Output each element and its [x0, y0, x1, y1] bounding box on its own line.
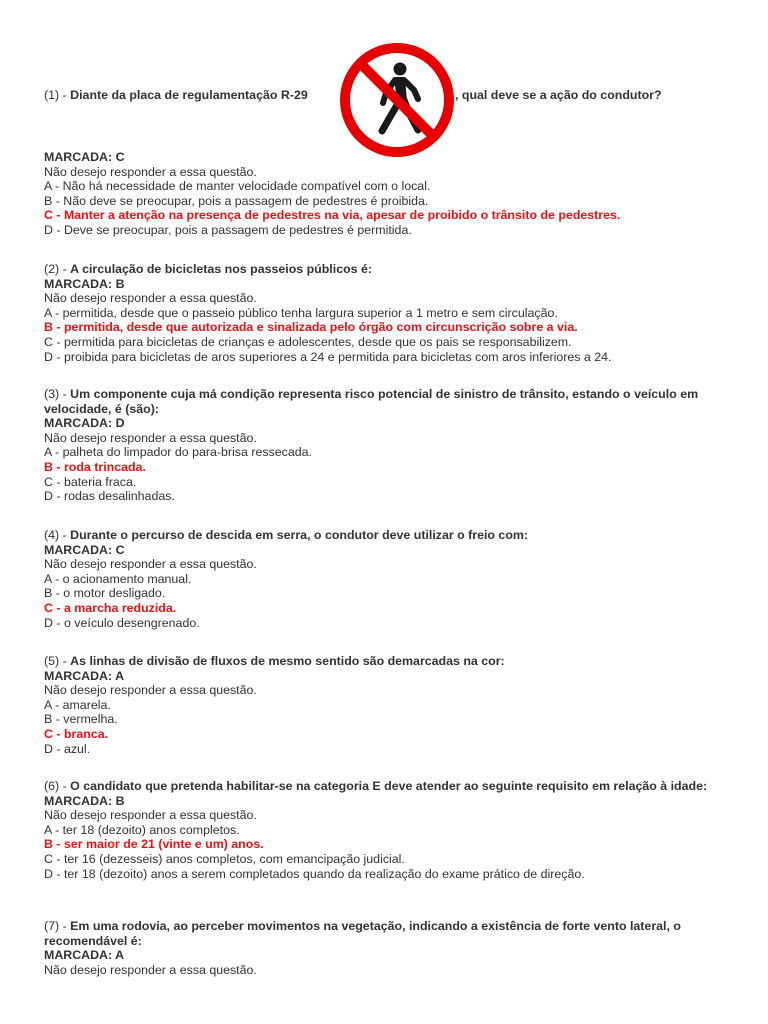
question-3 — [44, 387, 734, 504]
skip-option[interactable]: Não desejo responder a essa questão. — [44, 291, 257, 306]
option-b[interactable]: B - o motor desligado. — [44, 586, 166, 601]
option-a[interactable]: A - o acionamento manual. — [44, 571, 192, 586]
skip-option[interactable]: Não desejo responder a essa questão. — [44, 683, 257, 698]
option-d[interactable]: D - ter 18 (dezoito) anos a serem completados quando da realização do exame prático de direção. — [44, 866, 585, 881]
option-b[interactable]: B - Não deve se preocupar, pois a passagem de pedestres é proibida. — [44, 193, 429, 208]
option-b-correct[interactable]: B - roda trincada. — [44, 459, 146, 474]
marked-answer: MARCADA: A — [44, 668, 125, 683]
option-c-correct[interactable]: C - a marcha reduzida. — [44, 600, 177, 615]
no-pedestrians-sign-icon — [338, 41, 456, 159]
option-c[interactable]: C - bateria fraca. — [44, 474, 137, 489]
option-c[interactable]: C - permitida para bicicletas de crianças e adolescentes, desde que os pais se responsabilizem. — [44, 334, 572, 349]
question-6 — [44, 779, 734, 881]
question-stem — [44, 528, 734, 543]
question-text: A circulação de bicicletas nos passeios públicos é: — [70, 262, 373, 276]
question-number: (3) - — [44, 387, 71, 401]
option-b-correct[interactable]: B - permitida, desde que autorizada e sinalizada pelo órgão com circunscrição sobre a via. — [44, 320, 578, 335]
marked-answer: MARCADA: B — [44, 793, 125, 808]
option-b[interactable]: B - vermelha. — [44, 712, 118, 727]
option-d[interactable]: D - rodas desalinhadas. — [44, 489, 175, 504]
question-stem — [44, 654, 734, 669]
question-1-stem — [44, 88, 662, 103]
question-stem — [44, 387, 734, 416]
skip-option[interactable]: Não desejo responder a essa questão. — [44, 430, 257, 445]
question-text: Um componente cuja má condição representa risco potencial de sinistro de trânsito, estando o veículo em velocidade, é (são): — [44, 387, 699, 416]
question-text: Em uma rodovia, ao perceber movimentos na vegetação, indicando a existência de forte vento lateral, o recomendável é: — [44, 919, 681, 948]
question-7 — [44, 919, 734, 977]
question-text: O candidato que pretenda habilitar-se na categoria E deve atender ao seguinte requisito em relação à idade: — [70, 779, 708, 793]
question-stem — [44, 779, 734, 794]
option-a[interactable]: A - amarela. — [44, 697, 111, 712]
option-c[interactable]: C - ter 16 (dezesseis) anos completos, com emancipação judicial. — [44, 851, 405, 866]
question-number: (7) - — [44, 919, 71, 933]
question-number: (6) - — [44, 779, 71, 793]
question-number: (1) - — [44, 88, 71, 102]
option-a[interactable]: A - permitida, desde que o passeio público tenha largura superior a 1 metro e sem circulação. — [44, 305, 558, 320]
option-c-correct[interactable]: C - branca. — [44, 726, 109, 741]
option-b-correct[interactable]: B - ser maior de 21 (vinte e um) anos. — [44, 837, 264, 852]
question-number: (4) - — [44, 528, 71, 542]
option-a[interactable]: A - Não há necessidade de manter velocidade compatível com o local. — [44, 179, 431, 194]
question-stem — [44, 919, 734, 948]
marked-answer: MARCADA: C — [44, 150, 125, 164]
marked-answer: MARCADA: C — [44, 542, 125, 557]
option-d[interactable]: D - Deve se preocupar, pois a passagem de pedestres é permitida. — [44, 222, 412, 237]
option-d[interactable]: D - o veículo desengrenado. — [44, 615, 200, 630]
marked-answer: MARCADA: B — [44, 276, 125, 291]
question-1 — [44, 150, 734, 238]
question-stem-before-sign: Diante da placa de regulamentação R-29 — [70, 88, 308, 102]
option-c-correct[interactable]: C - Manter a atenção na presença de pedestres na via, apesar de proibido o trânsito de pedestres. — [44, 208, 621, 223]
skip-option[interactable]: Não desejo responder a essa questão. — [44, 557, 257, 572]
option-d[interactable]: D - proibida para bicicletas de aros superiores a 24 e permitida para bicicletas com aros inferiores a 24. — [44, 349, 612, 364]
skip-option[interactable]: Não desejo responder a essa questão. — [44, 164, 257, 179]
option-d[interactable]: D - azul. — [44, 741, 91, 756]
question-text: As linhas de divisão de fluxos de mesmo sentido são demarcadas na cor: — [70, 654, 505, 668]
question-2 — [44, 262, 734, 364]
skip-option[interactable]: Não desejo responder a essa questão. — [44, 962, 257, 977]
skip-option[interactable]: Não desejo responder a essa questão. — [44, 808, 257, 823]
marked-answer: MARCADA: D — [44, 416, 125, 431]
question-stem-after-sign: , qual deve se a ação do condutor? — [455, 88, 662, 102]
question-text: Durante o percurso de descida em serra, o condutor deve utilizar o freio com: — [70, 528, 529, 542]
question-number: (5) - — [44, 654, 71, 668]
question-stem — [44, 262, 734, 277]
option-a[interactable]: A - ter 18 (dezoito) anos completos. — [44, 822, 240, 837]
question-number: (2) - — [44, 262, 71, 276]
option-a[interactable]: A - palheta do limpador do para-brisa ressecada. — [44, 445, 312, 460]
question-4 — [44, 528, 734, 630]
marked-answer: MARCADA: A — [44, 948, 125, 963]
question-5 — [44, 654, 734, 756]
